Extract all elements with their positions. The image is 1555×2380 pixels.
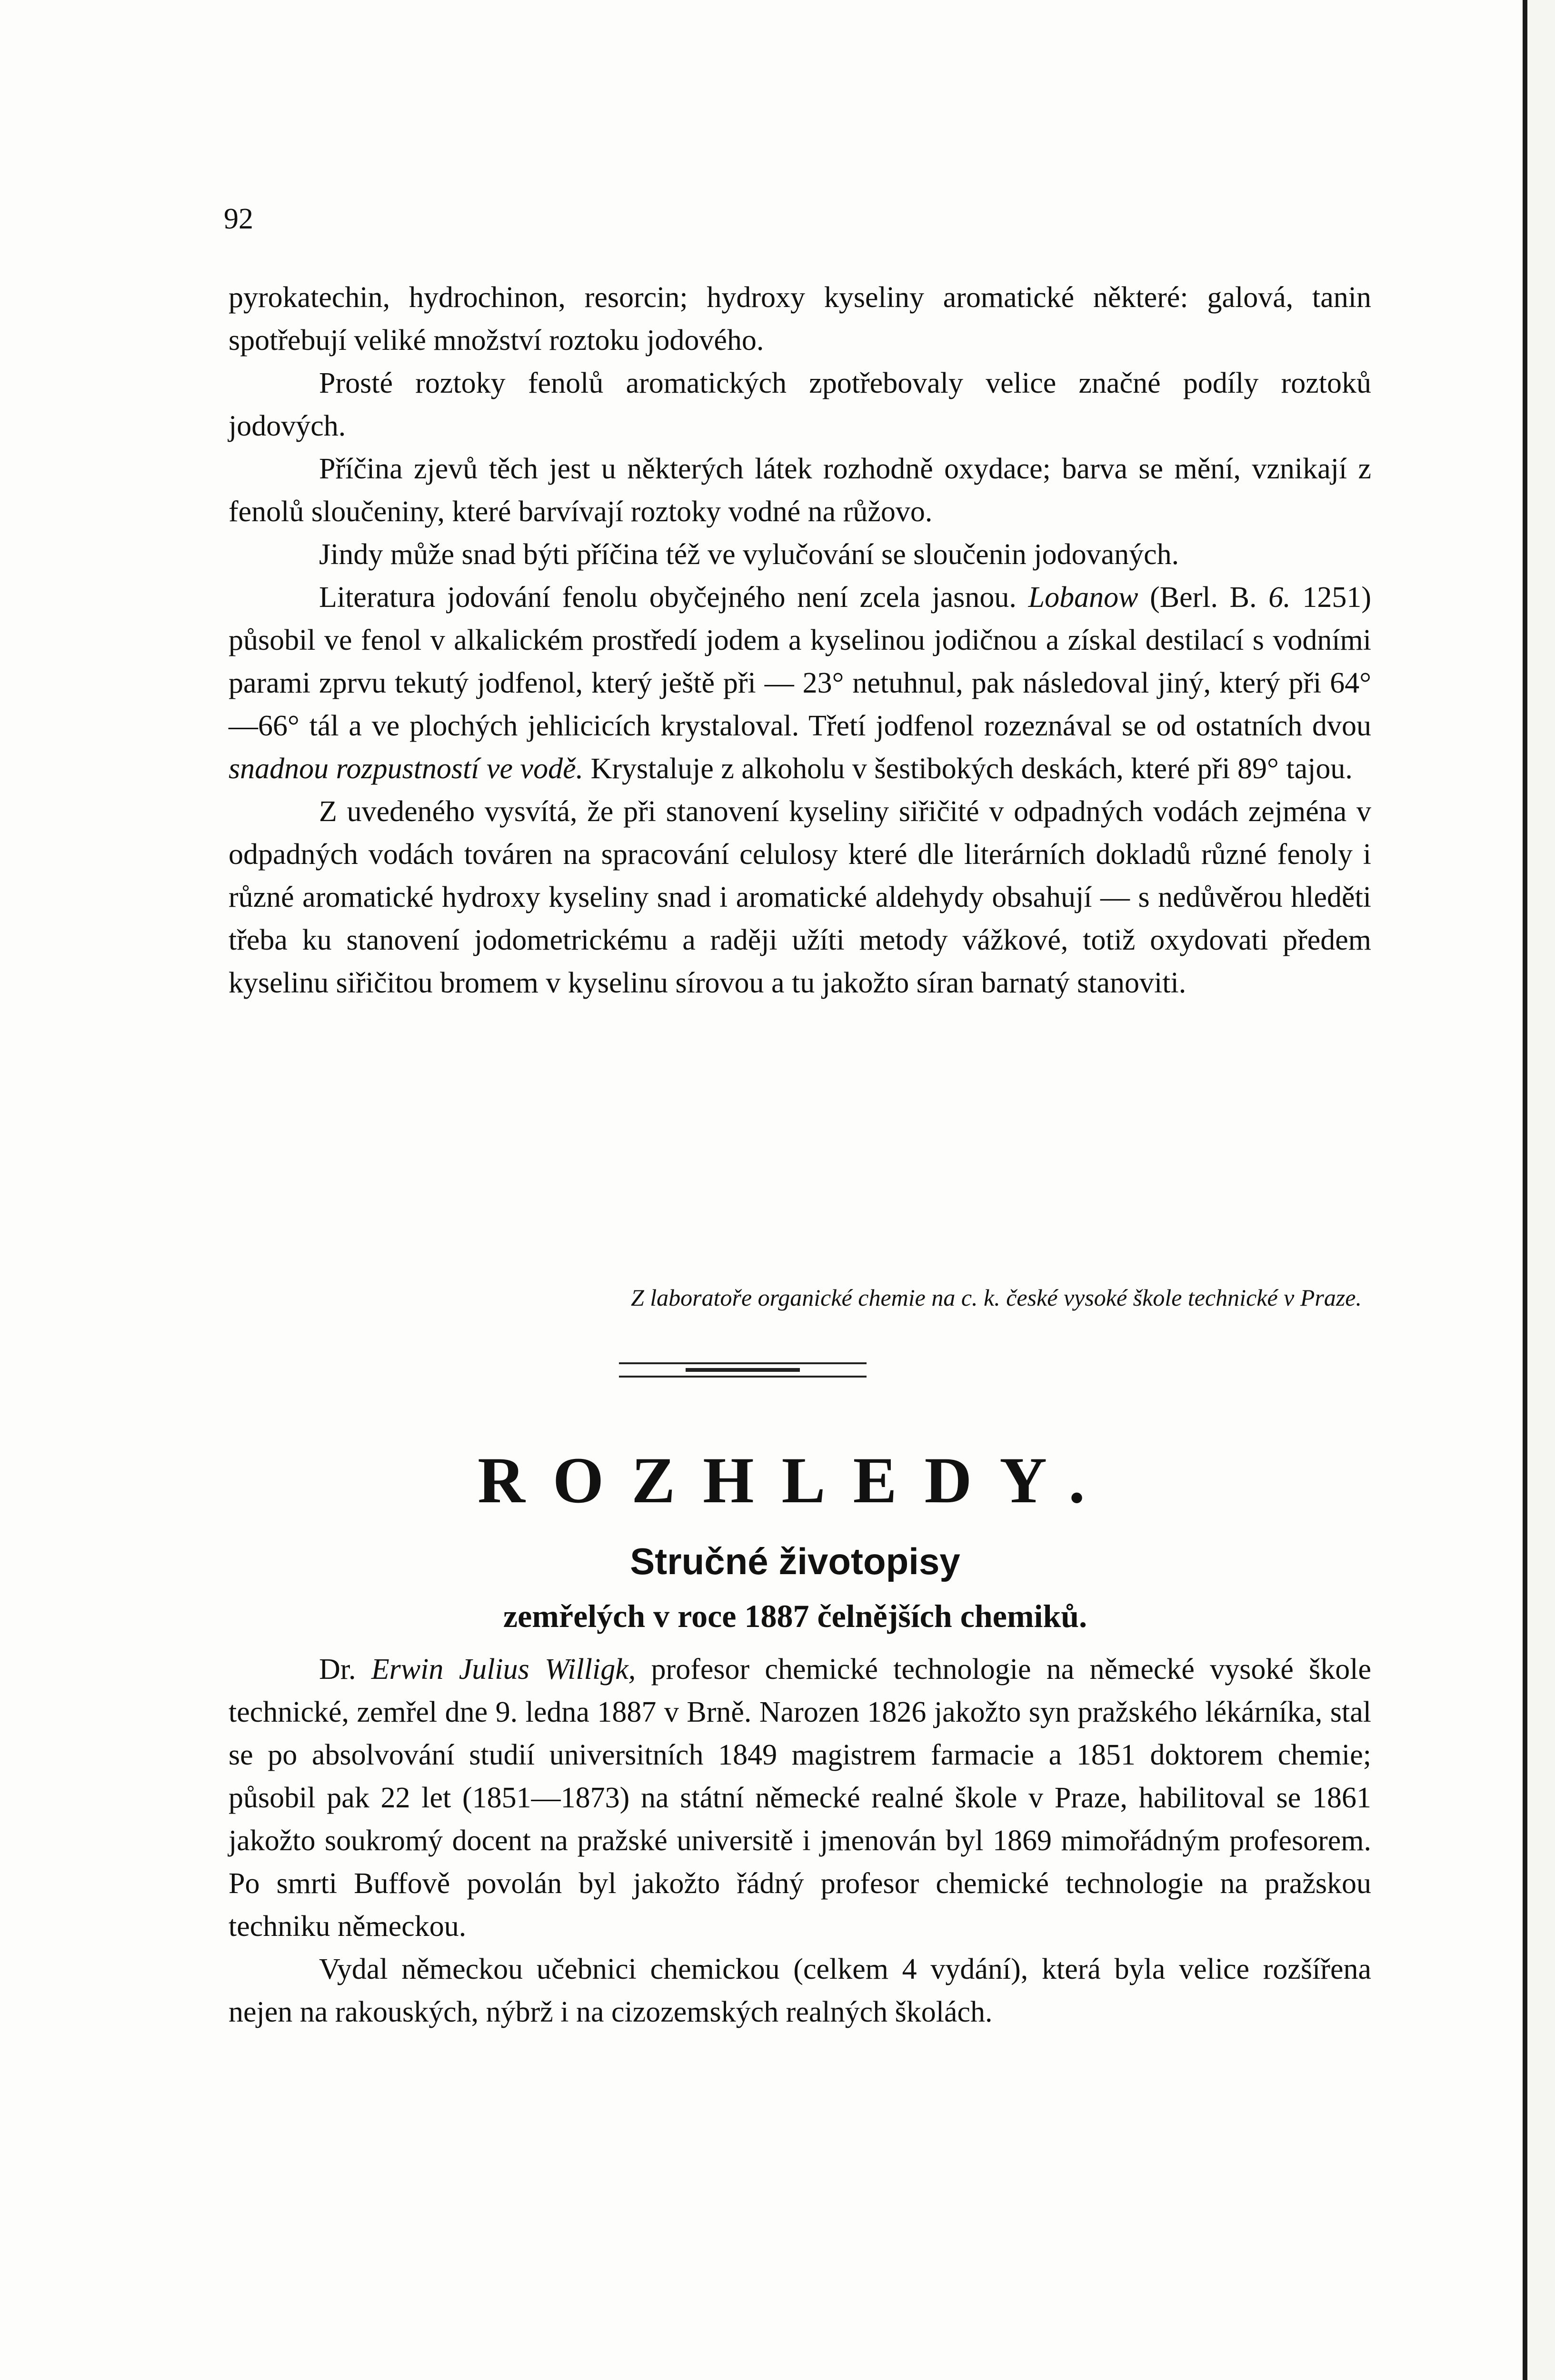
- scan-margin: [1527, 0, 1555, 2380]
- text-run: Dr.: [319, 1653, 356, 1686]
- scan-border: [1523, 0, 1527, 2380]
- section-title: ROZHLEDY.: [478, 1444, 1113, 1517]
- page-number: 92: [224, 203, 253, 235]
- volume-number: 6.: [1268, 581, 1291, 614]
- divider-line: [619, 1376, 867, 1378]
- section-subtitle: Stručné životopisy: [630, 1540, 960, 1582]
- paragraph: [229, 576, 1371, 790]
- paragraph: Z uvedeného vysvítá, že při stanovení kyseliny siřičité v odpadných vodách zejména v odpadných vodách továren na spracování celulosy které dle literárních dokladů různé fenoly i různé aromatické hydroxy kyseliny snad i aromatické aldehydy obsahují — s nedůvěrou hleděti třeba ku stanovení jodometrickému a raději užíti metody vážkové, totiž oxydovati předem kyselinu siřičitou bromem v kyselinu sírovou a tu jakožto síran barnatý stanoviti.: [229, 795, 1371, 999]
- divider-line: [619, 1362, 867, 1364]
- divider-line: [686, 1368, 800, 1372]
- paragraph: pyrokatechin, hydrochinon, resorcin; hydroxy kyseliny aromatické některé: galová, tanin spotřebují veliké množství roztoku jodového.: [229, 281, 1371, 357]
- paragraph: [229, 1648, 1371, 1948]
- section-subheading: zemřelých v roce 1887 čelnějších chemiků.: [503, 1598, 1087, 1634]
- body-text-bottom: [229, 1648, 1371, 2033]
- text-run: Krystaluje z alkoholu v šestibokých deskách, které při 89° tajou.: [590, 753, 1353, 785]
- text-run: Literatura jodování fenolu obyčejného není zcela jasnou.: [319, 581, 1017, 614]
- person-name: Erwin Julius Willigk,: [371, 1653, 636, 1686]
- text-run: (Berl. B.: [1150, 581, 1257, 614]
- paragraph: Prosté roztoky fenolů aromatických zpotřebovaly velice značné podíly roztoků jodových.: [229, 367, 1371, 442]
- laboratory-signature: Z laboratoře organické chemie na c. k. české vysoké škole technické v Praze.: [630, 1284, 1362, 1311]
- section-divider: [619, 1362, 867, 1381]
- body-text-top: [229, 276, 1371, 1004]
- paragraph: Jindy může snad býti příčina též ve vylučování se sloučenin jodovaných.: [319, 538, 1179, 571]
- paragraph: Příčina zjevů těch jest u některých látek rozhodně oxydace; barva se mění, vznikají z fenolů sloučeniny, které barvívají roztoky vodné na růžovo.: [229, 453, 1371, 528]
- text-run: 1251) působil ve fenol v alkalickém prostředí jodem a kyselinou jodičnou a získal destilací s vodními parami zprvu tekutý jodfenol, který ještě při — 23° netuhnul, pak následoval jiný, který při 64°—66° tál a ve plochých jehlicicích krystaloval. Třetí jodfenol rozeznával se od ostatních dvou: [229, 581, 1372, 742]
- emphasis: snadnou rozpustností ve vodě.: [229, 753, 584, 785]
- author-name: Lobanow: [1028, 581, 1138, 614]
- paragraph: Vydal německou učebnici chemickou (celkem 4 vydání), která byla velice rozšířena nejen na rakouských, nýbrž i na cizozemských realných školách.: [229, 1953, 1371, 2028]
- text-run: profesor chemické technologie na německé vysoké škole technické, zemřel dne 9. ledna 1887 v Brně. Narozen 1826 jakožto syn pražského lékárníka, stal se po absolvování studií universitních 1849 magistrem farmacie a 1851 doktorem chemie; působil pak 22 let (1851—1873) na státní německé realné škole v Praze, habilitoval se 1861 jakožto soukromý docent na pražské universitě i jmenován byl 1869 mimořádným profesorem. Po smrti Buffově povolán byl jakožto řádný profesor chemické technologie na pražskou techniku německou.: [229, 1653, 1372, 1943]
